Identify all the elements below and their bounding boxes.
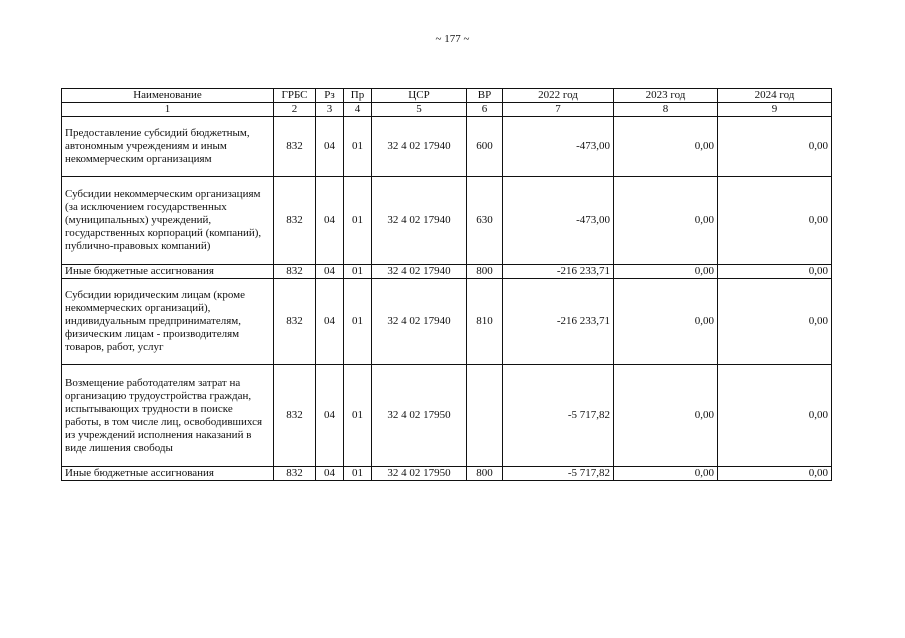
row-name: Возмещение работодателям затрат на организацию трудоустройства граждан, испытывающих трудности в поиске работы, в том числе лиц, освободившихся из учреждений исполнения наказаний в виде лишения свободы [62,365,274,467]
row-2023: 0,00 [614,177,718,265]
row-2022: -5 717,82 [503,467,614,481]
header-2023: 2023 год [614,89,718,103]
row-grbs: 832 [274,467,316,481]
row-pr: 01 [344,177,372,265]
row-grbs: 832 [274,117,316,177]
row-csr: 32 4 02 17940 [372,279,467,365]
row-pr: 01 [344,279,372,365]
table-row [62,117,832,177]
row-rz: 04 [316,467,344,481]
budget-table [61,88,832,481]
row-2022: -5 717,82 [503,365,614,467]
table-row [62,467,832,481]
header-2022: 2022 год [503,89,614,103]
row-rz: 04 [316,365,344,467]
header-name: Наименование [62,89,274,103]
row-2023: 0,00 [614,279,718,365]
header-rz: Рз [316,89,344,103]
column-number: 4 [344,103,372,117]
row-grbs: 832 [274,365,316,467]
row-2024: 0,00 [718,177,832,265]
row-csr: 32 4 02 17950 [372,365,467,467]
column-number: 3 [316,103,344,117]
row-csr: 32 4 02 17940 [372,177,467,265]
column-number: 5 [372,103,467,117]
row-2022: -216 233,71 [503,279,614,365]
column-number: 2 [274,103,316,117]
row-rz: 04 [316,117,344,177]
row-rz: 04 [316,177,344,265]
row-pr: 01 [344,117,372,177]
row-csr: 32 4 02 17940 [372,265,467,279]
row-name: Субсидии юридическим лицам (кроме некоммерческих организаций), индивидуальным предпринимателям, физическим лицам - производителям товаров, работ, услуг [62,279,274,365]
table-row [62,177,832,265]
row-csr: 32 4 02 17950 [372,467,467,481]
row-name: Иные бюджетные ассигнования [62,467,274,481]
row-vr: 600 [467,117,503,177]
row-vr [467,365,503,467]
header-grbs: ГРБС [274,89,316,103]
row-rz: 04 [316,265,344,279]
column-number: 1 [62,103,274,117]
row-2023: 0,00 [614,265,718,279]
table-row [62,365,832,467]
row-2024: 0,00 [718,117,832,177]
row-2024: 0,00 [718,365,832,467]
row-vr: 800 [467,467,503,481]
row-grbs: 832 [274,265,316,279]
row-csr: 32 4 02 17940 [372,117,467,177]
header-vr: ВР [467,89,503,103]
row-pr: 01 [344,467,372,481]
column-number: 9 [718,103,832,117]
row-grbs: 832 [274,177,316,265]
column-numbers-row [62,103,832,117]
row-2022: -216 233,71 [503,265,614,279]
column-number: 8 [614,103,718,117]
column-number: 6 [467,103,503,117]
row-vr: 630 [467,177,503,265]
row-2024: 0,00 [718,279,832,365]
header-2024: 2024 год [718,89,832,103]
row-pr: 01 [344,365,372,467]
row-2023: 0,00 [614,117,718,177]
row-2024: 0,00 [718,265,832,279]
row-2022: -473,00 [503,117,614,177]
row-rz: 04 [316,279,344,365]
row-name: Субсидии некоммерческим организациям (за исключением государственных (муниципальных) учреждений, государственных корпораций (компаний), публично-правовых компаний) [62,177,274,265]
header-pr: Пр [344,89,372,103]
row-name: Иные бюджетные ассигнования [62,265,274,279]
row-2023: 0,00 [614,365,718,467]
row-vr: 800 [467,265,503,279]
row-grbs: 832 [274,279,316,365]
row-name: Предоставление субсидий бюджетным, автономным учреждениям и иным некоммерческим организациям [62,117,274,177]
row-2023: 0,00 [614,467,718,481]
row-pr: 01 [344,265,372,279]
table-row [62,279,832,365]
header-row [62,89,832,103]
row-vr: 810 [467,279,503,365]
row-2022: -473,00 [503,177,614,265]
page-number: ~ 177 ~ [435,33,470,45]
column-number: 7 [503,103,614,117]
row-2024: 0,00 [718,467,832,481]
table-row [62,265,832,279]
header-csr: ЦСР [372,89,467,103]
